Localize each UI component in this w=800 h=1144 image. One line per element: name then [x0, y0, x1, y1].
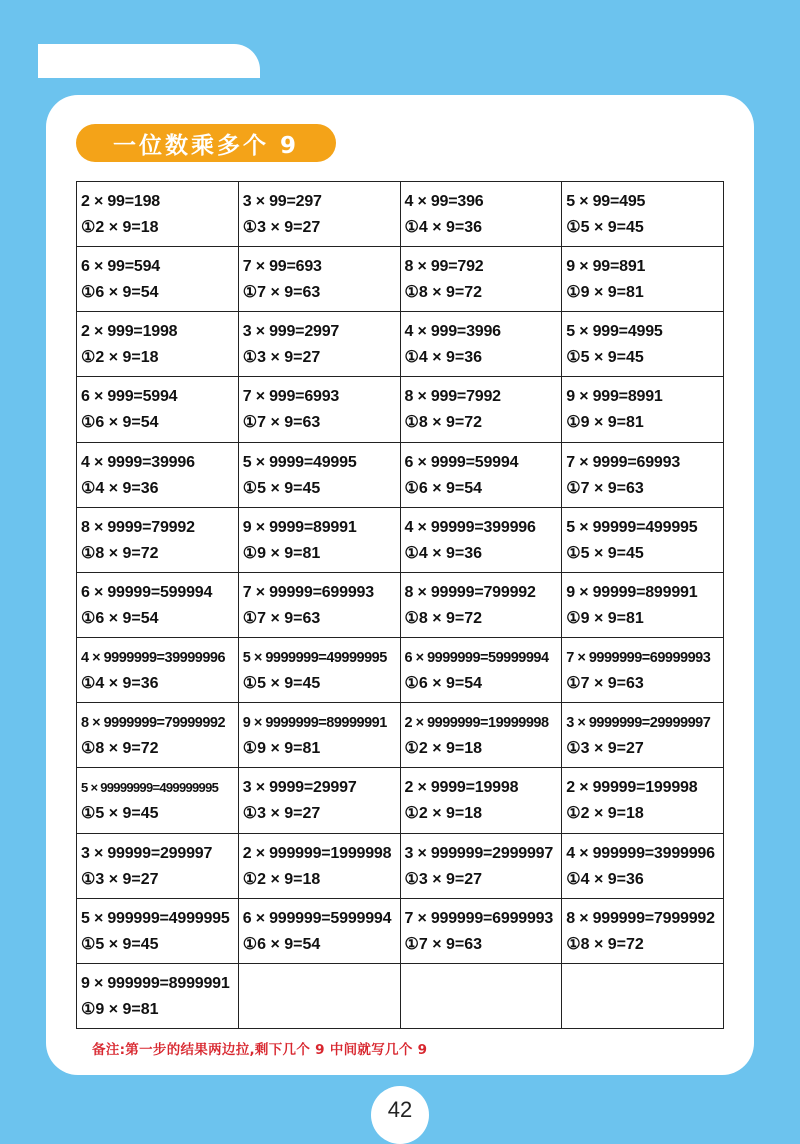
step-one: ①6 × 9=54	[404, 675, 483, 693]
equation: 5 × 999=4995	[566, 323, 663, 341]
step-one: ①3 × 9=27	[242, 805, 321, 823]
step-one: ①5 × 9=45	[81, 935, 159, 953]
worksheet-cell	[239, 768, 401, 833]
step-one: ①2 × 9=18	[81, 219, 159, 236]
step-one: ①6 × 9=54	[242, 935, 321, 953]
worksheet-cell	[401, 182, 563, 247]
step-one: ①8 × 9=72	[404, 414, 483, 432]
equation: 8 × 999=7992	[404, 388, 501, 406]
worksheet-cell	[239, 247, 401, 312]
equation: 2 × 9999999=19999998	[404, 715, 549, 732]
equation: 8 × 9999999=79999992	[81, 715, 226, 732]
step-one: ①5 × 9=45	[566, 349, 644, 367]
equation: 9 × 99999=899991	[566, 583, 698, 601]
equation: 5 × 999999=4999995	[81, 909, 230, 927]
step-one: ①9 × 9=81	[566, 284, 644, 302]
equation: 4 × 999=3996	[404, 323, 501, 341]
worksheet-cell	[77, 638, 239, 703]
step-one: ①5 × 9=45	[81, 805, 159, 823]
worksheet-cell	[401, 573, 563, 638]
equation: 5 × 99999999=499999995	[81, 780, 219, 796]
worksheet-cell	[239, 443, 401, 508]
step-one: ①8 × 9=72	[566, 935, 644, 953]
equation: 2 × 999=1998	[81, 323, 178, 341]
worksheet-cell	[239, 703, 401, 768]
equation: 8 × 99999=799992	[404, 583, 536, 601]
worksheet-cell	[239, 638, 401, 703]
equation: 4 × 99999=399996	[404, 518, 536, 536]
equation: 2 × 99=198	[81, 193, 160, 210]
worksheet-grid	[76, 181, 724, 1029]
equation: 7 × 99999=699993	[242, 583, 374, 601]
worksheet-cell	[401, 638, 563, 703]
equation: 9 × 9999999=89999991	[242, 715, 387, 732]
equation: 6 × 99999=599994	[81, 583, 213, 601]
step-one: ①9 × 9=81	[242, 544, 321, 562]
worksheet-cell	[401, 508, 563, 573]
worksheet-cell	[562, 964, 724, 1029]
worksheet-cell	[239, 899, 401, 964]
footnote: 备注:第一步的结果两边拉,剩下几个 9 中间就写几个 9	[92, 1042, 428, 1058]
equation: 8 × 999999=7999992	[566, 909, 715, 927]
step-one: ①3 × 9=27	[566, 740, 644, 758]
step-one: ①7 × 9=63	[242, 284, 321, 302]
worksheet-cell	[77, 964, 239, 1029]
step-one: ①3 × 9=27	[404, 870, 483, 888]
equation: 9 × 999=8991	[566, 388, 663, 406]
worksheet-cell	[562, 312, 724, 377]
step-one: ①6 × 9=54	[404, 479, 483, 497]
worksheet-cell	[77, 377, 239, 442]
worksheet-cell	[401, 247, 563, 312]
step-one: ①4 × 9=36	[404, 349, 483, 367]
step-one: ①8 × 9=72	[404, 609, 483, 627]
worksheet-cell	[562, 768, 724, 833]
step-one: ①5 × 9=45	[242, 675, 321, 693]
worksheet-cell	[239, 182, 401, 247]
page-title: 一位数乘多个 9	[76, 124, 336, 162]
equation: 6 × 999=5994	[81, 388, 178, 406]
step-one: ①9 × 9=81	[566, 609, 644, 627]
worksheet-cell	[77, 182, 239, 247]
worksheet-cell	[77, 899, 239, 964]
worksheet-cell	[562, 899, 724, 964]
equation: 7 × 99=693	[242, 258, 322, 276]
worksheet-cell	[239, 377, 401, 442]
equation: 6 × 99=594	[81, 258, 160, 276]
equation: 8 × 9999=79992	[81, 518, 195, 536]
worksheet-cell	[562, 638, 724, 703]
equation: 3 × 999999=2999997	[404, 844, 554, 862]
equation: 5 × 99999=499995	[566, 518, 698, 536]
equation: 4 × 99=396	[404, 193, 484, 210]
step-one: ①2 × 9=18	[242, 870, 321, 888]
worksheet-cell	[77, 443, 239, 508]
step-one: ①9 × 9=81	[81, 1000, 159, 1018]
worksheet-cell	[401, 443, 563, 508]
equation: 3 × 9999=29997	[242, 779, 357, 797]
equation: 7 × 999=6993	[242, 388, 340, 406]
equation: 9 × 99=891	[566, 258, 646, 276]
equation: 9 × 9999=89991	[242, 518, 357, 536]
step-one: ①3 × 9=27	[81, 870, 159, 888]
equation: 2 × 99999=199998	[566, 779, 698, 797]
worksheet-cell	[401, 834, 563, 899]
step-one: ①2 × 9=18	[81, 349, 159, 367]
step-one: ①7 × 9=63	[566, 479, 644, 497]
worksheet-cell	[401, 899, 563, 964]
step-one: ①6 × 9=54	[81, 284, 159, 302]
step-one: ①7 × 9=63	[404, 935, 483, 953]
step-one: ①8 × 9=72	[81, 544, 159, 562]
worksheet-cell	[239, 312, 401, 377]
equation: 7 × 999999=6999993	[404, 909, 554, 927]
step-one: ①4 × 9=36	[81, 479, 159, 497]
step-one: ①3 × 9=27	[242, 349, 321, 367]
step-one: ①9 × 9=81	[242, 740, 321, 758]
equation: 5 × 9999999=49999995	[242, 650, 387, 667]
worksheet-cell	[77, 834, 239, 899]
worksheet-cell	[562, 377, 724, 442]
worksheet-cell	[77, 768, 239, 833]
worksheet-cell	[562, 703, 724, 768]
equation: 6 × 999999=5999994	[242, 909, 392, 927]
equation: 8 × 99=792	[404, 258, 484, 276]
equation: 2 × 9999=19998	[404, 779, 519, 797]
equation: 5 × 9999=49995	[242, 453, 357, 471]
worksheet-cell	[401, 768, 563, 833]
worksheet-cell	[239, 964, 401, 1029]
worksheet-cell	[77, 703, 239, 768]
worksheet-cell	[401, 703, 563, 768]
step-one: ①2 × 9=18	[566, 805, 644, 823]
step-one: ①2 × 9=18	[404, 740, 483, 758]
equation: 9 × 999999=8999991	[81, 974, 230, 992]
step-one: ①5 × 9=45	[566, 219, 644, 236]
equation: 3 × 999=2997	[242, 323, 340, 341]
step-one: ①3 × 9=27	[242, 219, 321, 236]
worksheet-cell	[562, 247, 724, 312]
worksheet-cell	[401, 377, 563, 442]
step-one: ①5 × 9=45	[566, 544, 644, 562]
worksheet-cell	[77, 312, 239, 377]
step-one: ①6 × 9=54	[81, 414, 159, 432]
equation: 7 × 9999999=69999993	[566, 650, 711, 667]
equation: 6 × 9999999=59999994	[404, 650, 549, 667]
equation: 2 × 999999=1999998	[242, 844, 392, 862]
step-one: ①5 × 9=45	[242, 479, 321, 497]
worksheet-cell	[562, 508, 724, 573]
worksheet-cell	[239, 834, 401, 899]
worksheet-cell	[239, 508, 401, 573]
equation: 6 × 9999=59994	[404, 453, 519, 471]
step-one: ①7 × 9=63	[242, 414, 321, 432]
step-one: ①7 × 9=63	[566, 675, 644, 693]
step-one: ①2 × 9=18	[404, 805, 483, 823]
step-one: ①9 × 9=81	[566, 414, 644, 432]
worksheet-cell	[562, 573, 724, 638]
equation: 3 × 99999=299997	[81, 844, 213, 862]
step-one: ①4 × 9=36	[404, 219, 483, 236]
equation: 4 × 9999999=39999996	[81, 650, 226, 667]
equation: 3 × 99=297	[242, 193, 322, 210]
step-one: ①4 × 9=36	[404, 544, 483, 562]
worksheet-cell	[77, 247, 239, 312]
worksheet-cell	[562, 834, 724, 899]
worksheet-cell	[77, 508, 239, 573]
equation: 4 × 9999=39996	[81, 453, 195, 471]
worksheet-cell	[562, 182, 724, 247]
equation: 7 × 9999=69993	[566, 453, 681, 471]
worksheet-cell	[239, 573, 401, 638]
step-one: ①4 × 9=36	[566, 870, 644, 888]
equation: 5 × 99=495	[566, 193, 646, 210]
step-one: ①8 × 9=72	[81, 740, 159, 758]
worksheet-cell	[401, 964, 563, 1029]
equation: 3 × 9999999=29999997	[566, 715, 711, 732]
equation: 4 × 999999=3999996	[566, 844, 715, 862]
worksheet-cell	[401, 312, 563, 377]
worksheet-cell	[562, 443, 724, 508]
worksheet-cell	[77, 573, 239, 638]
top-tab-strip	[38, 44, 260, 78]
step-one: ①8 × 9=72	[404, 284, 483, 302]
step-one: ①7 × 9=63	[242, 609, 321, 627]
step-one: ①6 × 9=54	[81, 609, 159, 627]
step-one: ①4 × 9=36	[81, 675, 159, 693]
page-number: 42	[371, 1086, 429, 1144]
